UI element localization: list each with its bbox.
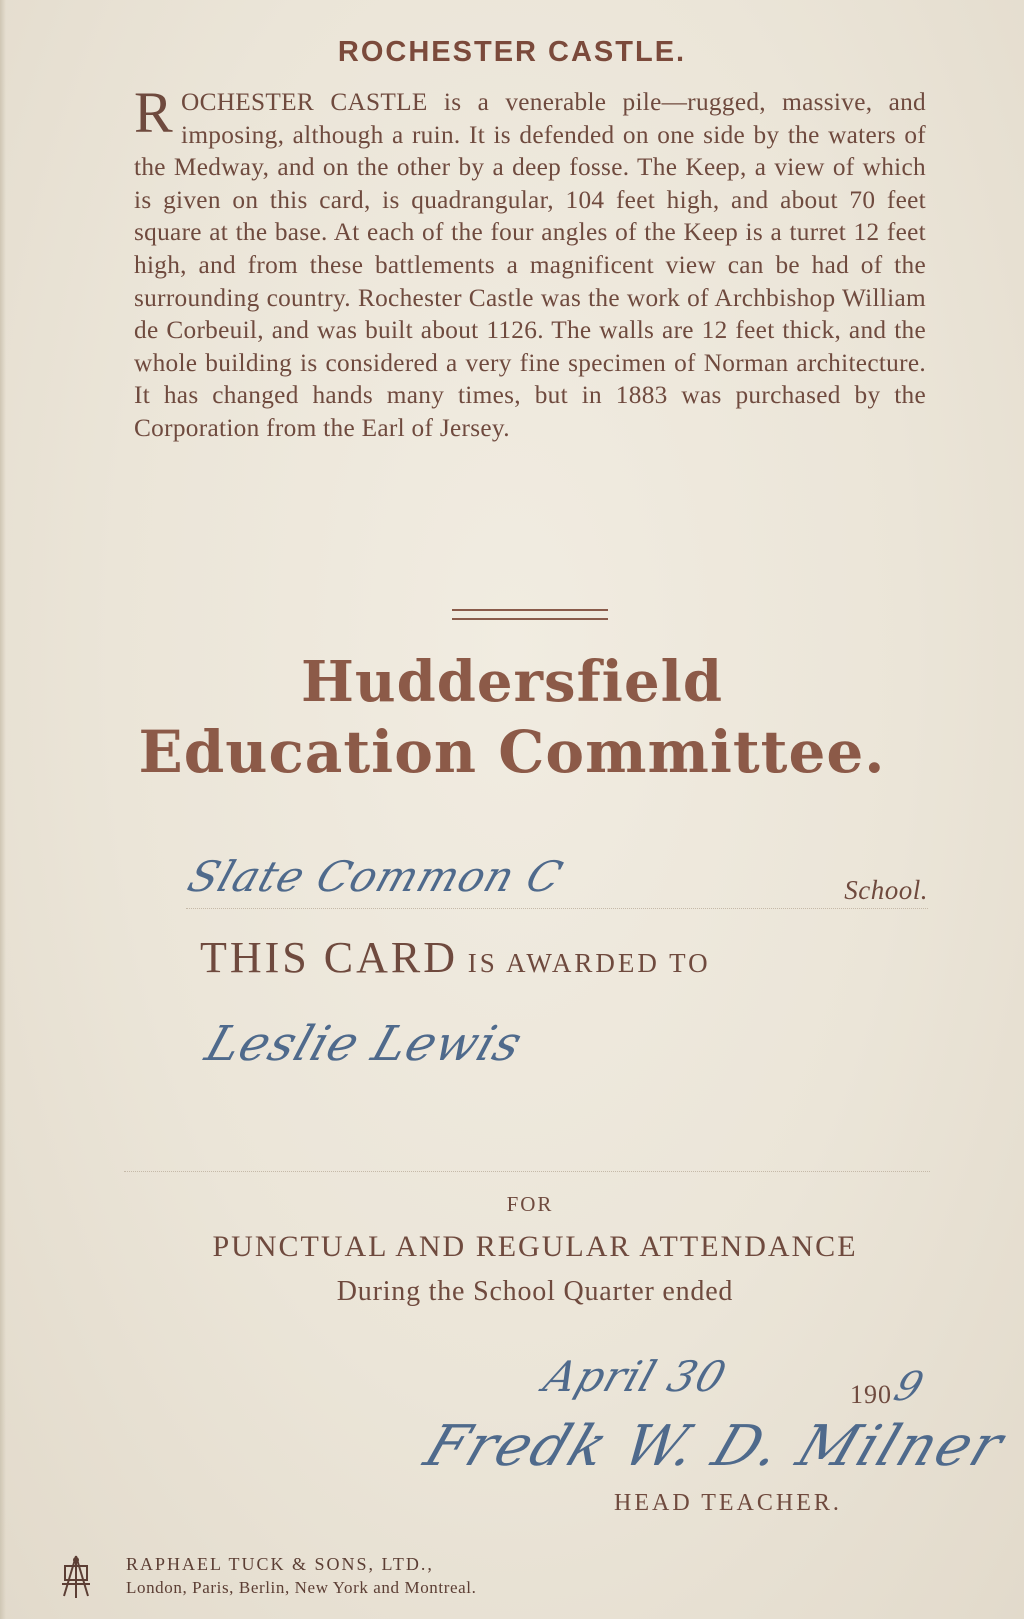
card-title: ROCHESTER CASTLE.: [337, 36, 687, 68]
recipient-dotted-line: [124, 1171, 930, 1172]
easel-palette-logo-icon: [58, 1554, 94, 1600]
award-purpose: PUNCTUAL AND REGULAR ATTENDANCE: [212, 1230, 858, 1263]
publisher-cities: London, Paris, Berlin, New York and Montreal.: [126, 1578, 477, 1597]
committee-line-2: Education Committee.: [138, 718, 886, 786]
year-prefix: 190: [850, 1380, 892, 1409]
committee-heading: [0, 648, 1024, 788]
committee-line-1: Huddersfield: [300, 649, 724, 715]
description-text: OCHESTER CASTLE is a venerable pile—rugged, massive, and imposing, although a ruin. It is defended on one side by the waters of the Medway, and on the other by a deep fosse. The Keep, a view of which is given on this card, is quadrangular, 104 feet high, and about 70 feet square at the base. At each of the four angles of the Keep is a turret 12 feet high, and from these battlements a magnificent view can be had of the surrounding country. Rochester Castle was the work of Archbishop William de Corbeuil, and was built about 1126. The walls are 12 feet thick, and the whole building is considered a very fine specimen of Norman architecture. It has changed hands many times, but in 1883 was purchased by the Corporation from the Earl of Jersey.: [134, 88, 926, 442]
awarded-small: IS AWARDED TO: [458, 948, 711, 978]
awarded-big: THIS CARD: [200, 933, 459, 982]
double-rule-divider: [452, 609, 608, 620]
publisher-imprint: [126, 1552, 476, 1600]
school-handwritten: Slate Common C: [182, 852, 570, 901]
castle-description: [134, 80, 926, 445]
school-label: School.: [844, 875, 928, 905]
teacher-signature: Fredk W. D. Milner: [416, 1414, 1014, 1479]
quarter-text: During the School Quarter ended: [336, 1276, 734, 1307]
head-teacher-label: HEAD TEACHER.: [614, 1490, 842, 1516]
recipient-handwritten: Leslie Lewis: [198, 1016, 530, 1072]
year-handwritten: 9: [888, 1364, 930, 1410]
card-edge-shadow: [0, 0, 6, 1619]
awarded-line: [200, 932, 711, 983]
publisher-name: RAPHAEL TUCK & SONS, LTD.,: [126, 1554, 434, 1574]
for-label: FOR: [506, 1192, 554, 1216]
date-handwritten: April 30: [538, 1352, 733, 1401]
description-dropcap: R: [134, 80, 173, 145]
